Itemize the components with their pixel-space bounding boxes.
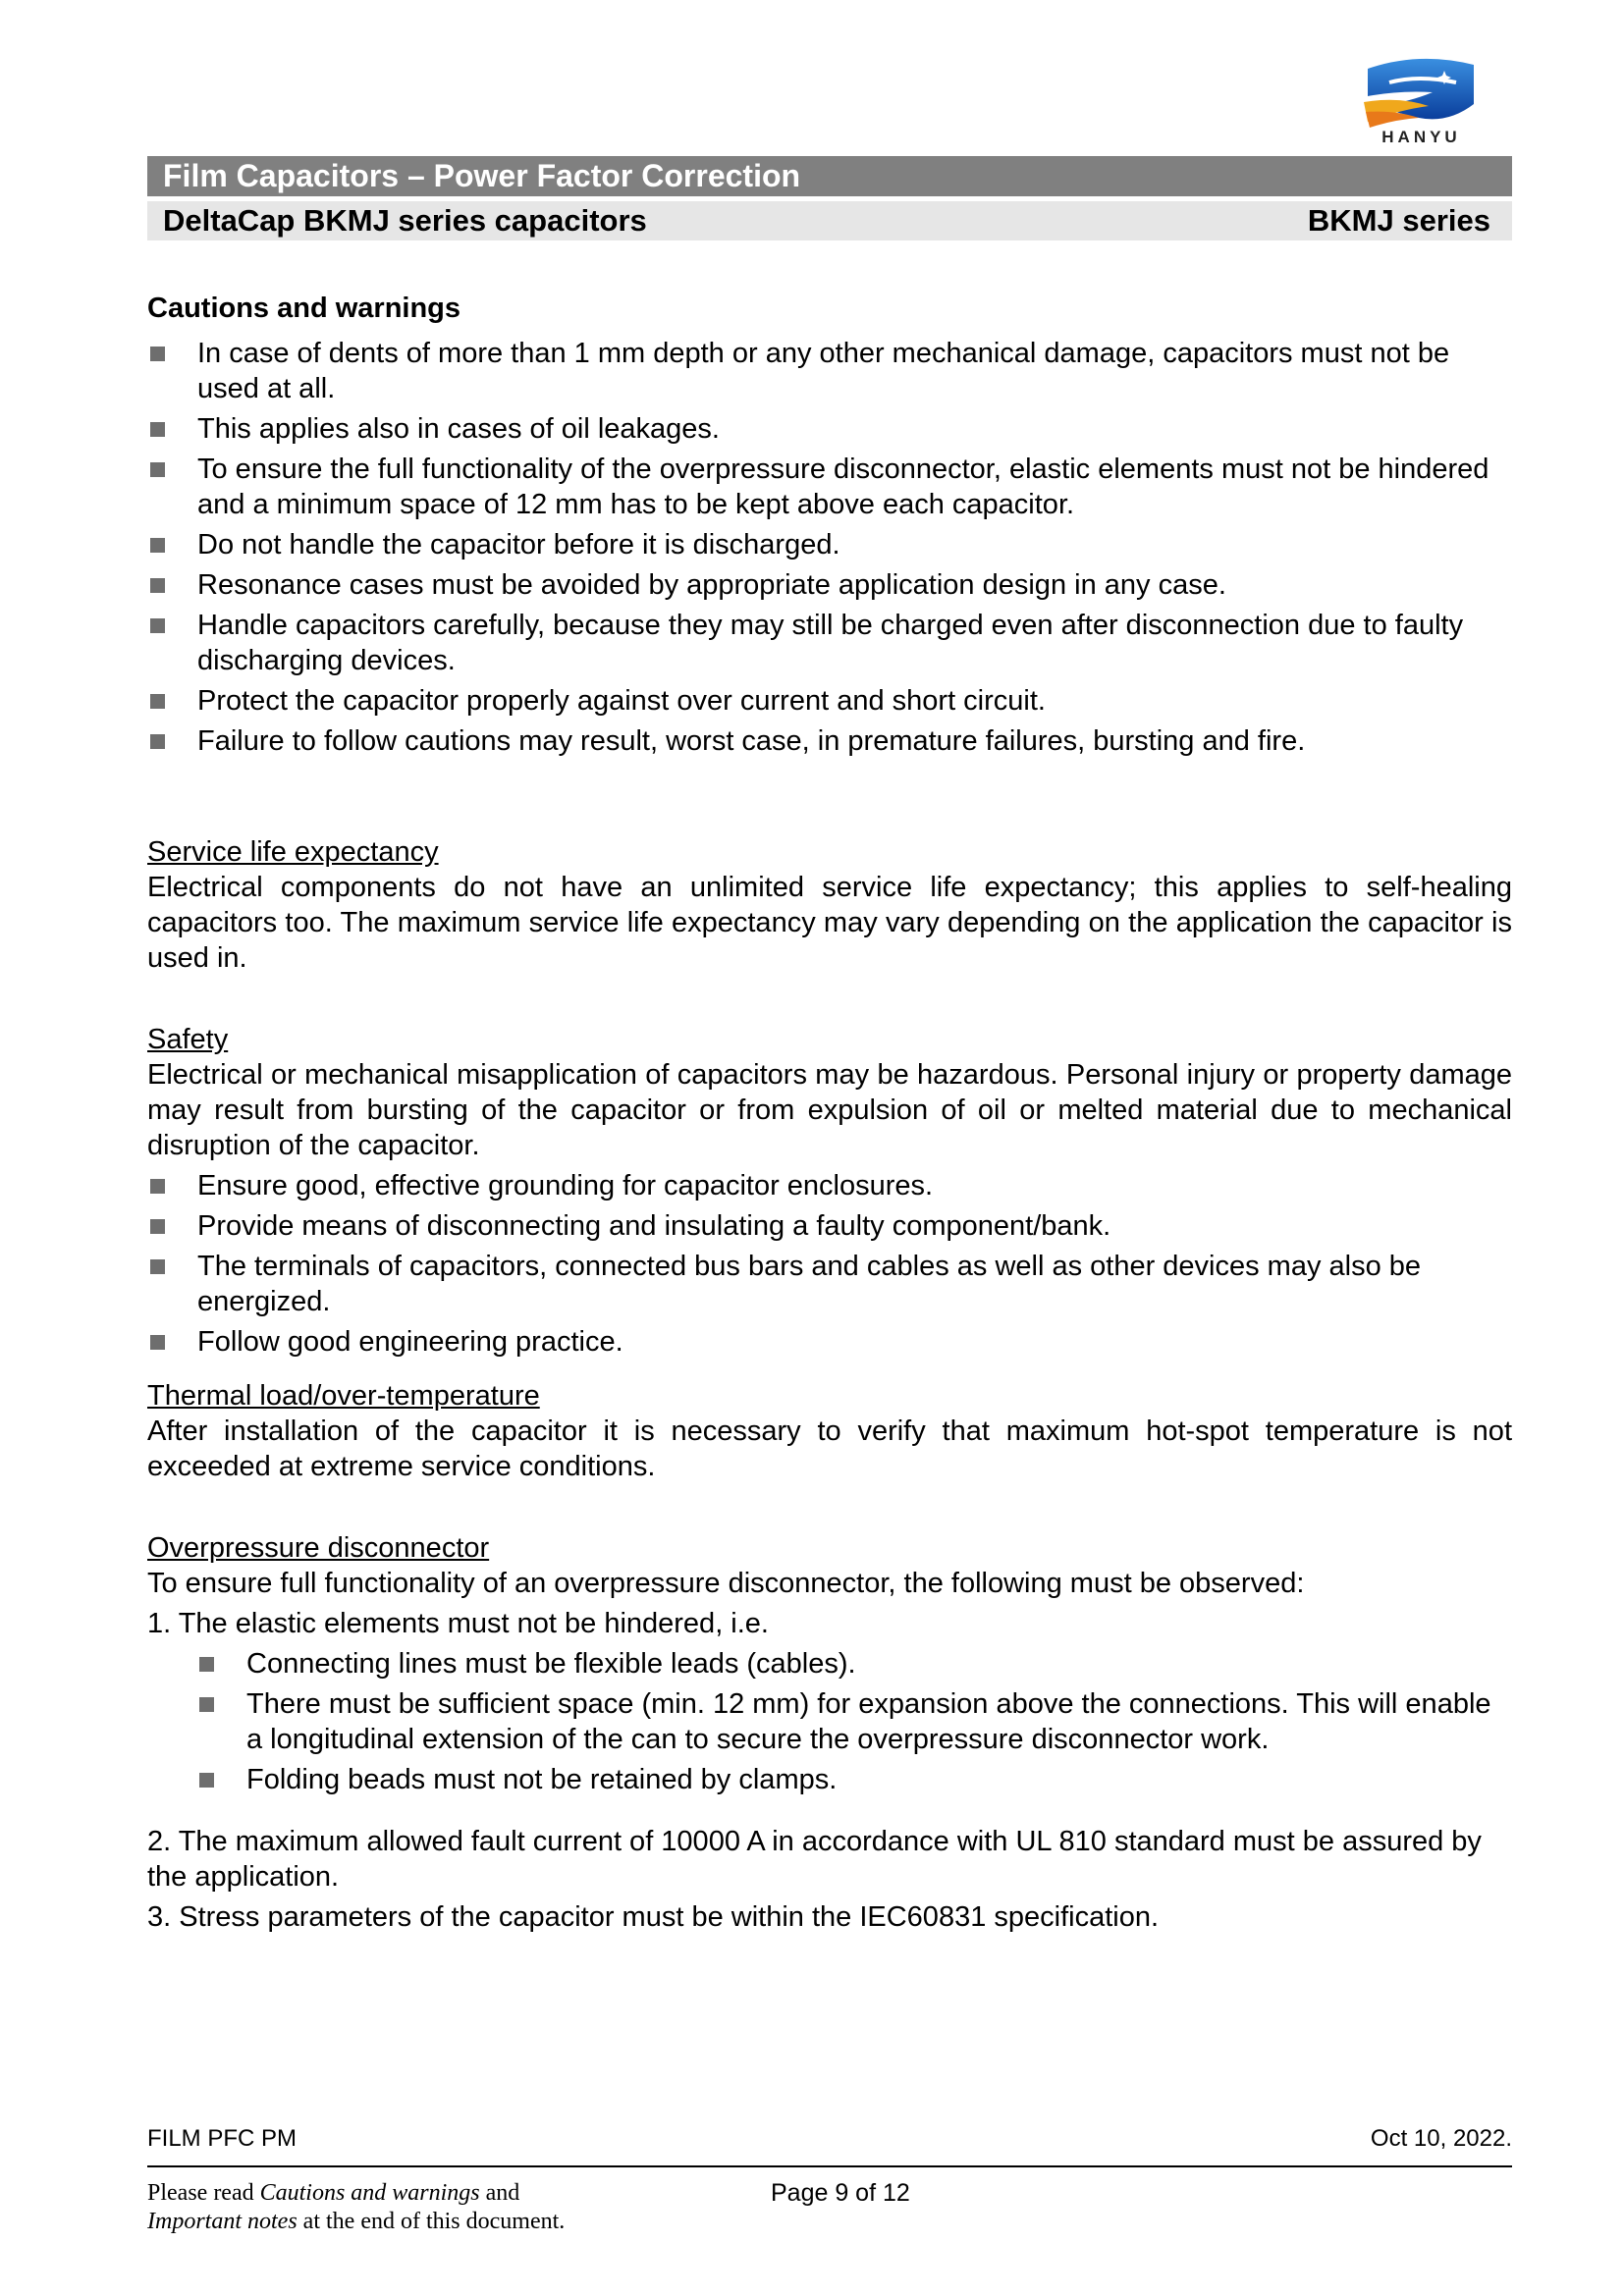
safety-text: Electrical or mechanical misapplication of capacitors may be hazardous. Personal injury or property damage may result from bursting of the capacitor or from expulsion of oil or melted material due to mechanical disruption of the capacitor. [147, 1059, 1512, 1161]
document-subtitle: DeltaCap BKMJ series capacitors [163, 203, 647, 238]
hanyu-logo [1360, 57, 1483, 147]
overpressure-heading: Overpressure disconnector [147, 1532, 490, 1564]
footer-divider [147, 2165, 1512, 2167]
thermal-text: After installation of the capacitor it is necessary to verify that maximum hot-spot temperature is not exceeded at extreme service conditions. [147, 1415, 1512, 1482]
document-subtitle-bar [147, 201, 1512, 240]
bullet-square-icon [150, 734, 165, 749]
footer-date: Oct 10, 2022. [1370, 2125, 1512, 2152]
list-item: Protect the capacitor properly against over current and short circuit. [147, 683, 1512, 719]
bullet-square-icon [150, 1259, 165, 1274]
cautions-ref: Cautions and warnings [259, 2180, 480, 2206]
list-item: Folding beads must not be retained by clamps. [147, 1762, 1512, 1797]
document-title-bar [147, 156, 1512, 196]
list-item: Handle capacitors carefully, because they may still be charged even after disconnection due to faulty discharging devices. [147, 608, 1512, 678]
bullet-square-icon [199, 1773, 214, 1788]
bullet-square-icon [150, 578, 165, 593]
list-item: The terminals of capacitors, connected bus bars and cables as well as other devices may also be energized. [147, 1249, 1512, 1319]
bullet-square-icon [150, 1219, 165, 1234]
safety-heading: Safety [147, 1024, 229, 1055]
bullet-square-icon [150, 538, 165, 553]
footer-doc-code: FILM PFC PM [147, 2125, 298, 2152]
bullet-square-icon [150, 694, 165, 709]
series-label: BKMJ series [1307, 203, 1490, 238]
cautions-heading: Cautions and warnings [147, 293, 461, 324]
page-number: Page 9 of 12 [771, 2179, 910, 2207]
list-item: Ensure good, effective grounding for capacitor enclosures. [147, 1168, 1512, 1203]
list-item: There must be sufficient space (min. 12 mm) for expansion above the connections. This will enable a longitudinal extension of the can to secure the overpressure disconnector work. [147, 1686, 1512, 1757]
bullet-square-icon [199, 1657, 214, 1672]
overpressure-sublist [147, 1646, 1512, 1797]
bullet-square-icon [150, 1335, 165, 1350]
bullet-square-icon [150, 1179, 165, 1194]
list-item: Do not handle the capacitor before it is discharged. [147, 527, 1512, 562]
overpressure-point-3: 3. Stress parameters of the capacitor must be within the IEC60831 specification. [147, 1901, 1160, 1933]
bullet-square-icon [150, 347, 165, 361]
bullet-square-icon [150, 422, 165, 437]
service-life-heading: Service life expectancy [147, 836, 439, 868]
list-item: Follow good engineering practice. [147, 1324, 1512, 1360]
page-content [147, 291, 1512, 1940]
footer-top [147, 2125, 1512, 2153]
cautions-list [147, 336, 1512, 759]
footer-note: Please read Cautions and warnings and Important notes at the end of this document. [147, 2180, 566, 2234]
bullet-square-icon [150, 618, 165, 633]
list-item: Resonance cases must be avoided by appropriate application design in any case. [147, 567, 1512, 603]
service-life-text: Electrical components do not have an unlimited service life expectancy; this applies to self-healing capacitors too. The maximum service life expectancy may vary depending on the application the capacitor is used in. [147, 872, 1512, 974]
overpressure-point-1: 1. The elastic elements must not be hindered, i.e. [147, 1608, 769, 1639]
list-item: To ensure the full functionality of the overpressure disconnector, elastic elements must not be hindered and a minimum space of 12 mm has to be kept above each capacitor. [147, 452, 1512, 522]
bullet-square-icon [199, 1697, 214, 1712]
list-item: Provide means of disconnecting and insulating a faulty component/bank. [147, 1208, 1512, 1244]
thermal-heading: Thermal load/over-temperature [147, 1380, 540, 1412]
logo-text: HANYU [1381, 128, 1461, 146]
list-item: Connecting lines must be flexible leads (cables). [147, 1646, 1512, 1682]
list-item: Failure to follow cautions may result, worst case, in premature failures, bursting and fire. [147, 723, 1512, 759]
document-title: Film Capacitors – Power Factor Correction [163, 158, 801, 193]
list-item: In case of dents of more than 1 mm depth or any other mechanical damage, capacitors must not be used at all. [147, 336, 1512, 406]
bullet-square-icon [150, 462, 165, 477]
safety-list [147, 1168, 1512, 1360]
overpressure-point-2: 2. The maximum allowed fault current of 10000 A in accordance with UL 810 standard must be assured by the application. [147, 1826, 1482, 1893]
list-item: This applies also in cases of oil leakages. [147, 411, 1512, 447]
important-notes-ref: Important notes [147, 2209, 298, 2234]
logo-swoosh-icon [1360, 57, 1483, 128]
overpressure-intro: To ensure full functionality of an overpressure disconnector, the following must be observed: [147, 1568, 1305, 1599]
